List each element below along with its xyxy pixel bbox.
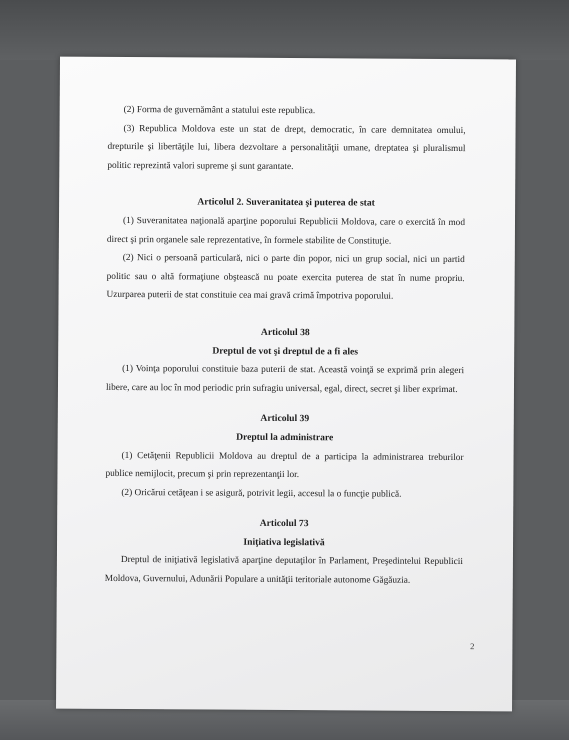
article-39-heading: Articolul 39 (260, 413, 310, 425)
article-39-paragraph-1: (1) Cetăţenii Republicii Moldova au dreptul de a participa la administrarea treburilor publice nemijlocit, precum şi prin reprezentanţii lor. (105, 450, 464, 481)
article-39-title: Dreptul la administrare (236, 431, 334, 444)
article-38-title: Dreptul de vot şi dreptul de a fi ales (212, 345, 359, 357)
document-body (105, 101, 466, 591)
article-38-heading: Articolul 38 (260, 326, 310, 339)
page-number: 2 (470, 641, 475, 652)
article-73-paragraph-1: Dreptul de iniţiativă legislativă aparţine deputaţilor în Parlament, Preşedintelui Republicii Moldova, Guvernului, Adunării Populare a unităţii teritoriale autonome Găgăuzia. (104, 555, 463, 586)
background-top (0, 0, 569, 60)
article-39-paragraph-2: (2) Oricărui cetăţean i se asigură, potrivit legii, accesul la o funcţie publică. (121, 487, 402, 500)
article-38-paragraph-1: (1) Voinţa poporului constituie baza puterii de stat. Această voinţă se exprimă prin alegeri libere, care au loc în mod periodic prin sufragiu universal, egal, direct, secret şi liber exprimat. (105, 364, 465, 395)
article-2-paragraph-1: (1) Suveranitatea naţională aparţine poporului Republicii Moldova, care o exercită în mod direct şi prin organele sale reprezentative, în formele stabilite de Constituţie. (106, 215, 466, 247)
article-2-heading: Articolul 2. Suveranitatea şi puterea de stat (197, 196, 375, 209)
document-page (56, 57, 516, 712)
intro-paragraph-3: (3) Republica Moldova este un stat de drept, democratic, în care demnitatea omului, drepturile şi libertăţile lui, libera dezvoltare a personalităţii umane, dreptatea şi pluralismul politic reprezintă valori supreme şi sunt garantate. (107, 123, 466, 172)
intro-paragraph-2: (2) Forma de guvernământ a statului este republica. (123, 104, 316, 117)
article-2-paragraph-2: (2) Nici o persoană particulară, nici o parte din popor, nici un grup social, nici un partid politic sau o altă formaţiune obştească nu poate exercita puterea de stat în nume propriu. Uzurparea puterii de stat constituie cea mai gravă crimă împotriva poporului. (106, 253, 465, 302)
article-73-title: Iniţiativa legislativă (243, 536, 325, 549)
article-73-heading: Articolul 73 (259, 518, 309, 530)
